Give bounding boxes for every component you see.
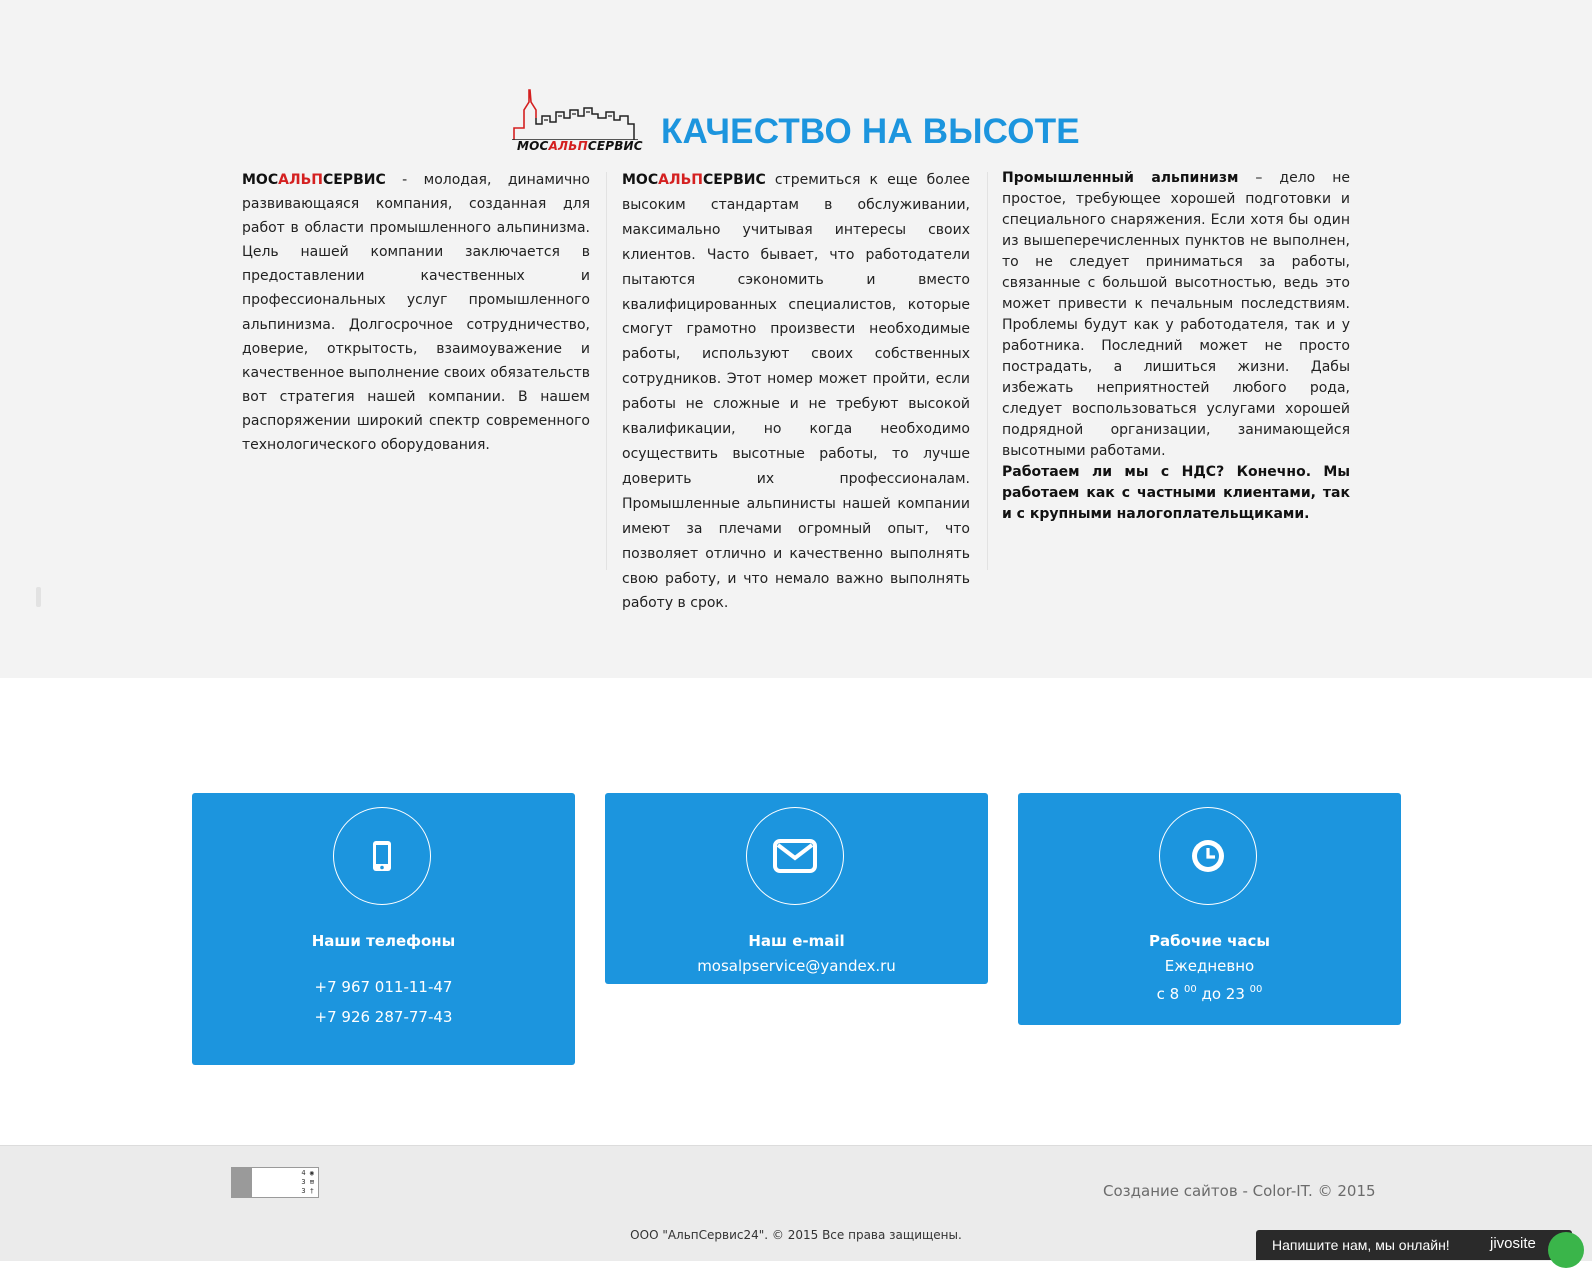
brand-name: МОСАЛЬПСЕРВИС [622,172,766,188]
chat-status-icon [1548,1232,1584,1268]
about-column-3: Промышленный альпинизм – дело не простое, требующее хорошей подготовки и специального снаряжения. Если хотя бы один из вышеперечисленных пунктов не выполнен, то не следует приниматься за работы, связанные с большой высотностью, ведь это может привести к печальным последствиям. Проблемы будут как у работодателя, так и у работника. Последний может не просто пострадать, а лишиться жизни. Дабы избежать неприятностей любого рода, следует воспользоваться услугами хорошей подрядной организации, занимающейся высотными работами. Работаем ли мы с НДС? Конечно. Мы работаем как с частными клиентами, так и с крупными налогоплательщиками. [1002,168,1350,525]
phone-number[interactable]: +7 926 287-77-43 [314,1008,453,1026]
mobile-phone-icon [333,807,431,905]
page-headline: КАЧЕСТВО НА ВЫСОТЕ [661,112,1080,151]
brand-name: МОСАЛЬПСЕРВИС [242,172,386,188]
company-logo[interactable] [510,88,642,158]
envelope-icon [746,807,844,905]
logo-text: МОСАЛЬПСЕРВИС [517,139,643,153]
contact-card-phones [192,793,575,1065]
counter-graph-icon [232,1168,252,1197]
contact-card-email [605,793,988,984]
email-title: Наш e-mail [748,932,845,950]
hours-title: Рабочие часы [1149,932,1270,950]
hours-range: с 8 $^{00}$ до 23 $^{00}$ [1156,984,1263,1003]
column-divider [606,172,607,570]
hours-days: Ежедневно [1164,957,1255,975]
email-link[interactable]: mosalpservice@yandex.ru [697,957,896,975]
jivosite-logo: jivosite [1490,1235,1536,1252]
chat-label: Напишите нам, мы онлайн! [1272,1237,1450,1253]
scroll-indicator[interactable] [36,587,41,607]
about-column-2: МОСАЛЬПСЕРВИС стремиться к еще более высоким стандартам в обслуживании, максимально учитывая интересы своих клиентов. Часто бывает, что работодатели пытаются сэкономить и вместо квалифицированных специалистов, которые смогут грамотно произвести необходимые работы, используют своих собственных сотрудников. Этот номер может пройти, если работы не сложные и не требуют высокой квалификации, но когда необходимо осуществить высотные работы, то лучше доверить их профессионалам. Промышленные альпинисты нашей компании имеют за плечами огромный опыт, что позволяет отлично и качественно выполнять свою работу, и что немало важно выполнять работу в срок. [622,172,970,612]
skyline-logo-icon [510,88,642,140]
vat-note: Работаем ли мы с НДС? Конечно. Мы работаем как с частными клиентами, так и с крупными налогоплательщиками. [1002,464,1350,522]
column-divider [987,172,988,570]
contact-card-hours [1018,793,1401,1025]
copyright: ООО "АльпСервис24". © 2015 Все права защищены. [630,1228,962,1242]
online-chat-button[interactable] [1256,1230,1572,1260]
about-column-1: МОСАЛЬПСЕРВИС - молодая, динамично развивающаяся компания, созданная для работ в области промышленного альпинизма. Цель нашей компании заключается в предоставлении качественных и профессиональных услуг промышленного альпинизма. Долгосрочное сотрудничество, доверие, открытость, взаимоуважение и качественное выполнение своих обязательств вот стратегия нашей компании. В нашем распоряжении широкий спектр современного технологического оборудования. [242,172,590,454]
developer-credits-link[interactable]: Создание сайтов - Color-IT. © 2015 [1103,1182,1376,1200]
phone-number[interactable]: +7 967 011-11-47 [314,978,453,996]
clock-icon [1159,807,1257,905]
phones-title: Наши телефоны [311,932,456,950]
visit-counter-widget[interactable] [231,1167,319,1198]
counter-values: 4 ◉ 3 ⊞ 3 † [301,1169,314,1195]
